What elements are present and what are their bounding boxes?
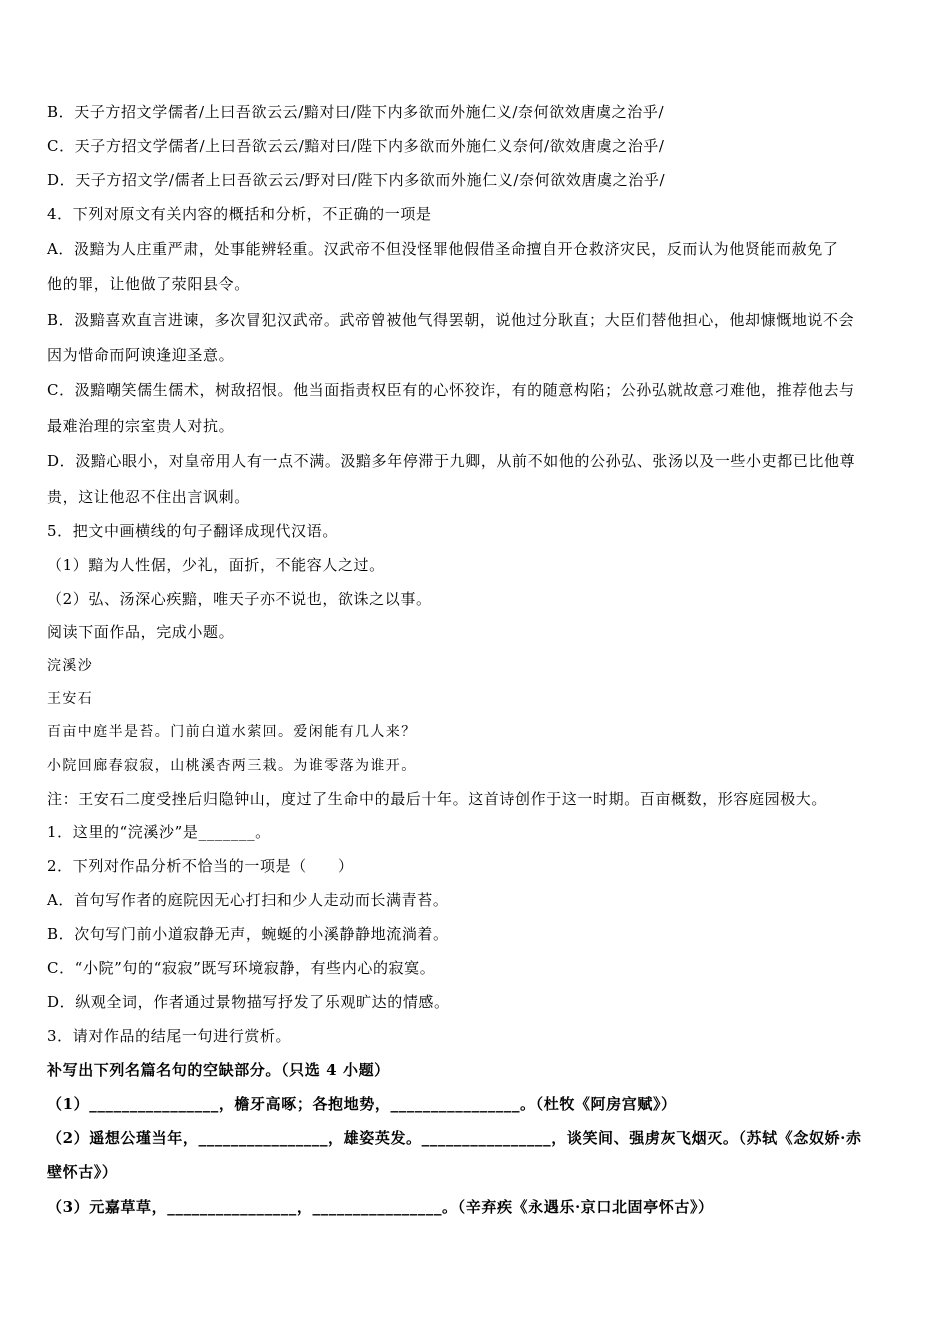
- poem-author: 王安石: [47, 691, 94, 707]
- question-5: 5．把文中画横线的句子翻译成现代汉语。: [47, 522, 338, 540]
- fill-in-item-1: （1）________________，檐牙高啄；各抱地势，________________。（杜牧《阿房宫赋》）: [47, 1095, 677, 1113]
- q5-item-1: （1）黯为人性倨，少礼，面折，不能容人之过。: [47, 556, 385, 574]
- poem-note: 注：王安石二度受挫后归隐钟山，度过了生命中的最后十年。这首诗创作于这一时期。百亩概数，形容庭园极大。: [47, 790, 828, 808]
- fill-in-item-2-cont: 壁怀古》）: [47, 1163, 118, 1181]
- q4-option-d: D．汲黯心眼小，对皇帝用人有一点不满。汲黯多年停滞于九卿，从前不如他的公孙弘、张汤以及一些小吏都已比他尊: [47, 452, 856, 470]
- fill-in-item-3: （3）元嘉草草，________________，________________。（辛弃疾《永遇乐·京口北固亭怀古》）: [47, 1198, 714, 1216]
- fill-in-item-2: （2）遥想公瑾当年，________________，雄姿英发。________________，谈笑间、强虏灰飞烟灭。（苏轼《念奴娇·赤: [47, 1129, 862, 1147]
- question-4: 4．下列对原文有关内容的概括和分析，不正确的一项是: [47, 205, 432, 223]
- poem-question-3: 3．请对作品的结尾一句进行赏析。: [47, 1027, 292, 1045]
- q4-option-a-cont: 他的罪，让他做了荥阳县令。: [47, 275, 250, 293]
- poem-question-1: 1．这里的“浣溪沙”是_______。: [47, 823, 271, 841]
- poem-question-2: 2．下列对作品分析不恰当的一项是（ ）: [47, 857, 354, 875]
- q4-option-c: C．汲黯嘲笑儒生儒术，树敌招恨。他当面指责权臣有的心怀狡诈，有的随意构陷；公孙弘就故意刁难他，推荐他去与: [47, 381, 855, 399]
- poem-line-1: 百亩中庭半是苔。门前白道水萦回。爱闲能有几人来？: [47, 724, 417, 740]
- q4-option-d-cont: 贵，这让他忍不住出言讽刺。: [47, 488, 250, 506]
- q5-item-2: （2）弘、汤深心疾黯，唯天子亦不说也，欲诛之以事。: [47, 590, 432, 608]
- option-b: B．天子方招文学儒者/上曰吾欲云云/黯对曰/陛下内多欲而外施仁义/奈何欲效唐虞之治乎/: [47, 103, 665, 121]
- reading-instruction: 阅读下面作品，完成小题。: [47, 623, 235, 641]
- pq2-option-b: B．次句写门前小道寂静无声，蜿蜒的小溪静静地流淌着。: [47, 925, 449, 943]
- poem-line-2: 小院回廊春寂寂，山桃溪杏两三栽。为谁零落为谁开。: [47, 758, 417, 774]
- q4-option-b: B．汲黯喜欢直言进谏，多次冒犯汉武帝。武帝曾被他气得罢朝，说他过分耿直；大臣们替他担心，他却慷慨地说不会: [47, 311, 855, 329]
- poem-title: 浣溪沙: [47, 658, 94, 674]
- pq2-option-a: A．首句写作者的庭院因无心打扫和少人走动而长满青苔。: [47, 891, 449, 909]
- q4-option-b-cont: 因为惜命而阿谀逢迎圣意。: [47, 346, 235, 364]
- q4-option-a: A．汲黯为人庄重严肃，处事能辨轻重。汉武帝不但没怪罪他假借圣命擅自开仓救济灾民，反而认为他贤能而赦免了: [47, 240, 839, 258]
- q4-option-c-cont: 最难治理的宗室贵人对抗。: [47, 417, 235, 435]
- option-c: C．天子方招文学儒者/上曰吾欲云云/黯对曰/陛下内多欲而外施仁义奈何/欲效唐虞之治乎/: [47, 137, 665, 155]
- pq2-option-c: C．“小院”句的“寂寂”既写环境寂静，有些内心的寂寞。: [47, 959, 436, 977]
- pq2-option-d: D．纵观全词，作者通过景物描写抒发了乐观旷达的情感。: [47, 993, 450, 1011]
- fill-in-heading: 补写出下列名篇名句的空缺部分。（只选 4 小题）: [47, 1061, 390, 1079]
- option-d: D．天子方招文学/儒者上曰吾欲云云/野对曰/陛下内多欲而外施仁义/奈何欲效唐虞之治乎/: [47, 171, 666, 189]
